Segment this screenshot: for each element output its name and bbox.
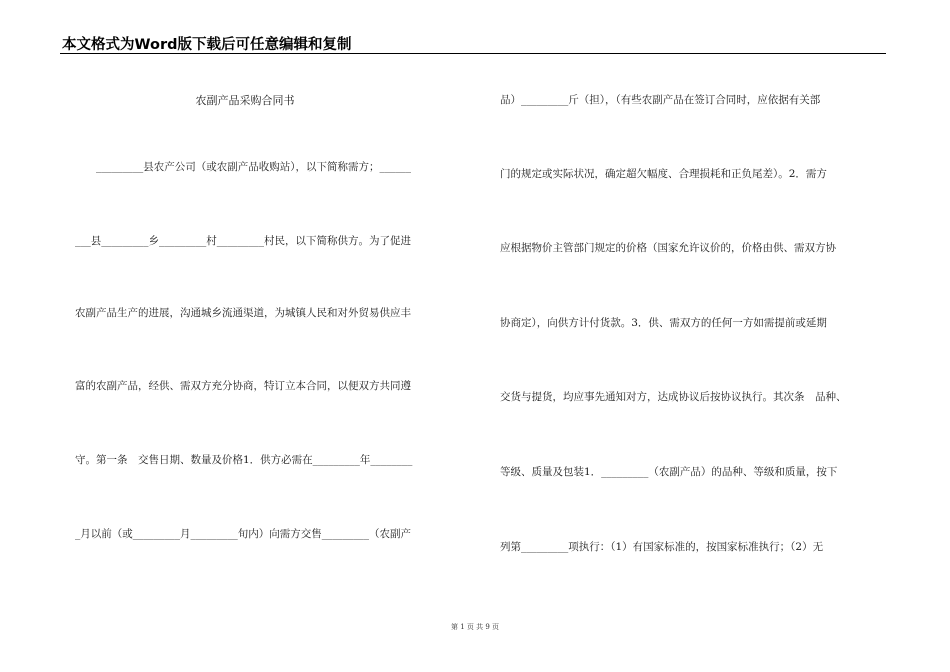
left-text-line: _________县农产公司（或农副产品收购站），以下简称需方；______ <box>75 161 411 173</box>
left-text-line: _月以前（或_________月_________旬内）向需方交售_________（农副产 <box>75 528 411 540</box>
page-number: 第 1 页 共 9 页 <box>450 623 500 631</box>
left-text-line: 农副产品生产的进展，沟通城乡流通渠道，为城镇人民和对外贸易供应丰 <box>75 307 411 319</box>
right-text-line: 品）_________斤（担），（有些农副产品在签订合同时，应依据有关部 <box>500 94 821 106</box>
left-text-line: 富的农副产品，经供、需双方充分协商，特订立本合同，以便双方共同遵 <box>75 380 411 392</box>
right-text-line: 交货与提货，均应事先通知对方，达成协议后按协议执行。其次条 品种、 <box>500 391 847 403</box>
left-text-line: 守。第一条 交售日期、数量及价格1．供方必需在_________年________ <box>75 454 413 466</box>
right-text-line: 列第_________项执行：（1）有国家标准的，按国家标准执行；（2）无 <box>500 541 824 553</box>
header-divider <box>60 53 886 54</box>
document-title: 农副产品采购合同书 <box>195 94 295 107</box>
header-title: 本文格式为Word版下载后可任意编辑和复制 <box>62 37 352 53</box>
right-text-line: 应根据物价主管部门规定的价格（国家允许议价的，价格由供、需双方协 <box>500 242 836 254</box>
left-text-line: ___县_________乡_________村_________村民，以下简称供方。为了促进 <box>75 235 411 247</box>
right-text-line: 等级、质量及包装1．_________（农副产品）的品种、等级和质量，按下 <box>500 466 838 478</box>
right-text-line: 门的规定或实际状况，确定超欠幅度、合理损耗和正负尾差）。2．需方 <box>500 168 827 180</box>
right-text-line: 协商定），向供方计付货款。3．供、需双方的任何一方如需提前或延期 <box>500 317 827 329</box>
